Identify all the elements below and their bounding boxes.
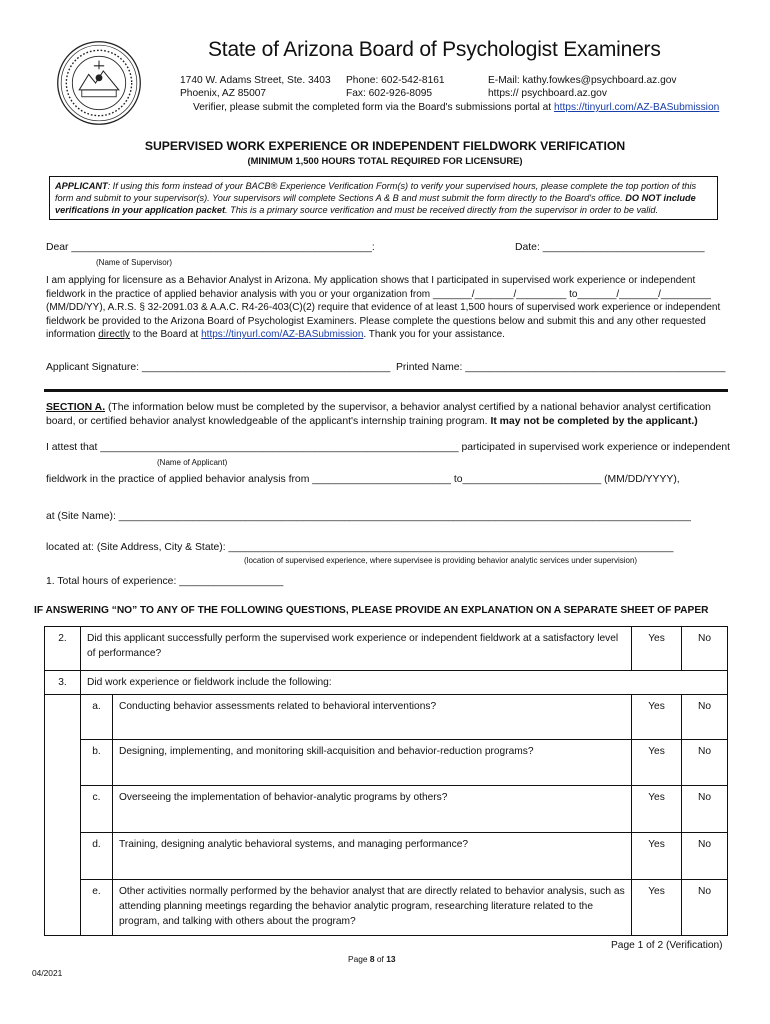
site-address-field[interactable]: located at: (Site Address, City & State): _____________________________________________________________________________ <box>46 542 674 553</box>
form-title: SUPERVISED WORK EXPERIENCE OR INDEPENDENT FIELDWORK VERIFICATION <box>144 139 626 153</box>
letter-body: I am applying for licensure as a Behavior Analyst in Arizona. My application shows that I participated in supervised work experience or independent fieldwork in the practice of applied behavior analysis with you or your organization from _______/_______/_________ to_______/_______/_________ (MM/DD/YY), A.R.S. § 32-2091.03 & A.A.C. R4-26-403(C)(2) require that evidence of at least 1,500 hours of supervised work experience or independent fieldwork be provided to the Arizona Board of Psychologist Examiners. Please complete the questions below and submit this and any other requested information directly to the Board at https://tinyurl.com/AZ-BASubmission. Thank you for your assistance. <box>46 275 721 341</box>
question-text: Did work experience or fieldwork include the following: <box>81 671 728 695</box>
no-option[interactable]: No <box>682 627 728 671</box>
section-divider <box>44 389 728 392</box>
sub-question-text: Other activities normally performed by the behavior analyst that are directly related to behavior analysis, such as attending planning meetings regarding the behavior analytic program, researching literature related to the program, and talking with others about the program? <box>113 880 632 936</box>
sub-question-letter: a. <box>81 695 113 740</box>
question-number: 2. <box>45 627 81 671</box>
website: https:// psychboard.az.gov <box>488 88 607 99</box>
address-line-1: 1740 W. Adams Street, Ste. 3403 <box>180 75 331 86</box>
no-option[interactable]: No <box>682 833 728 880</box>
revision-date: 04/2021 <box>32 968 63 978</box>
email-address: E-Mail: kathy.fowkes@psychboard.az.gov <box>488 75 677 86</box>
page-number: Page 8 of 13 <box>348 954 396 964</box>
table-row <box>45 786 728 833</box>
total-hours-field[interactable]: 1. Total hours of experience: __________________ <box>46 576 284 587</box>
letter-submission-link[interactable]: https://tinyurl.com/AZ-BASubmission <box>201 329 364 341</box>
sub-question-letter: d. <box>81 833 113 880</box>
site-address-caption: (location of supervised experience, where supervisee is providing behavior analytic services under supervision) <box>244 556 638 565</box>
sub-question-text: Designing, implementing, and monitoring skill-acquisition and behavior-reduction programs? <box>113 740 632 786</box>
printed-name-field[interactable]: Printed Name: _____________________________________________ <box>396 362 726 373</box>
verifier-instructions: Verifier, please submit the completed form via the Board's submissions portal at https://tinyurl.com/AZ-BASubmission <box>193 102 720 113</box>
no-answer-instructions: IF ANSWERING “NO” TO ANY OF THE FOLLOWING QUESTIONS, PLEASE PROVIDE AN EXPLANATION ON A SEPARATE SHEET OF PAPER <box>34 605 709 616</box>
address-line-2: Phoenix, AZ 85007 <box>180 88 267 99</box>
attest-line[interactable]: I attest that ______________________________________________________________ participated in supervised work experience or independent <box>46 442 731 453</box>
fax-number: Fax: 602-926-8095 <box>346 88 433 99</box>
board-title: State of Arizona Board of Psychologist Examiners <box>208 38 661 61</box>
no-option[interactable]: No <box>682 786 728 833</box>
table-row <box>45 880 728 936</box>
table-row <box>45 740 728 786</box>
fieldwork-dates-line[interactable]: fieldwork in the practice of applied behavior analysis from ________________________ to________________________ (MM/DD/YYYY), <box>46 474 680 485</box>
yes-option[interactable]: Yes <box>632 740 682 786</box>
table-row <box>45 695 728 740</box>
verification-page-indicator: Page 1 of 2 (Verification) <box>611 940 723 951</box>
applicant-signature-field[interactable]: Applicant Signature: ___________________________________________ <box>46 362 391 373</box>
site-name-field[interactable]: at (Site Name): ___________________________________________________________________________________________________ <box>46 511 691 522</box>
section-a-intro: SECTION A. (The information below must be completed by the supervisor, a behavior analyst certified by a national behavior analyst certification board, or certified behavior analyst knowledgeable of the applicant's internship training program. It may not be completed by the applicant.) <box>46 402 711 427</box>
no-option[interactable]: No <box>682 695 728 740</box>
dear-supervisor-line[interactable]: Dear ____________________________________________________: <box>46 242 375 253</box>
table-row <box>45 671 728 695</box>
yes-option[interactable]: Yes <box>632 833 682 880</box>
arizona-state-seal <box>56 40 142 126</box>
sub-question-text: Conducting behavior assessments related to behavioral interventions? <box>113 695 632 740</box>
questions-table <box>44 626 728 936</box>
phone-number: Phone: 602-542-8161 <box>346 75 445 86</box>
sub-question-letter: c. <box>81 786 113 833</box>
table-row <box>45 833 728 880</box>
sub-question-letter: b. <box>81 740 113 786</box>
applicant-notice-box: APPLICANT: If using this form instead of your BACB® Experience Verification Form(s) to verify your supervised hours, please complete the top portion of this form and submit to your supervisor(s). Your supervisors will complete Sections A & B and must submit the form directly to the Board's office. DO NOT include verifications in your application packet. This is a primary source verification and must be received directly from the supervisor in order to be valid. <box>49 176 718 220</box>
submission-portal-link[interactable]: https://tinyurl.com/AZ-BASubmission <box>553 102 720 113</box>
yes-option[interactable]: Yes <box>632 880 682 936</box>
no-option[interactable]: No <box>682 740 728 786</box>
table-row <box>45 627 728 671</box>
applicant-name-caption: (Name of Applicant) <box>157 458 228 467</box>
supervisor-caption: (Name of Supervisor) <box>96 258 173 267</box>
question-number: 3. <box>45 671 81 695</box>
no-option[interactable]: No <box>682 880 728 936</box>
question-text: Did this applicant successfully perform the supervised work experience or independent fieldwork at a satisfactory level of performance? <box>81 627 632 671</box>
sub-question-letter: e. <box>81 880 113 936</box>
yes-option[interactable]: Yes <box>632 695 682 740</box>
sub-question-text: Training, designing analytic behavioral systems, and managing performance? <box>113 833 632 880</box>
form-subtitle: (MINIMUM 1,500 HOURS TOTAL REQUIRED FOR LICENSURE) <box>247 155 523 166</box>
yes-option[interactable]: Yes <box>632 627 682 671</box>
date-field[interactable]: Date: ____________________________ <box>515 242 705 253</box>
sub-question-text: Overseeing the implementation of behavior-analytic programs by others? <box>113 786 632 833</box>
yes-option[interactable]: Yes <box>632 786 682 833</box>
